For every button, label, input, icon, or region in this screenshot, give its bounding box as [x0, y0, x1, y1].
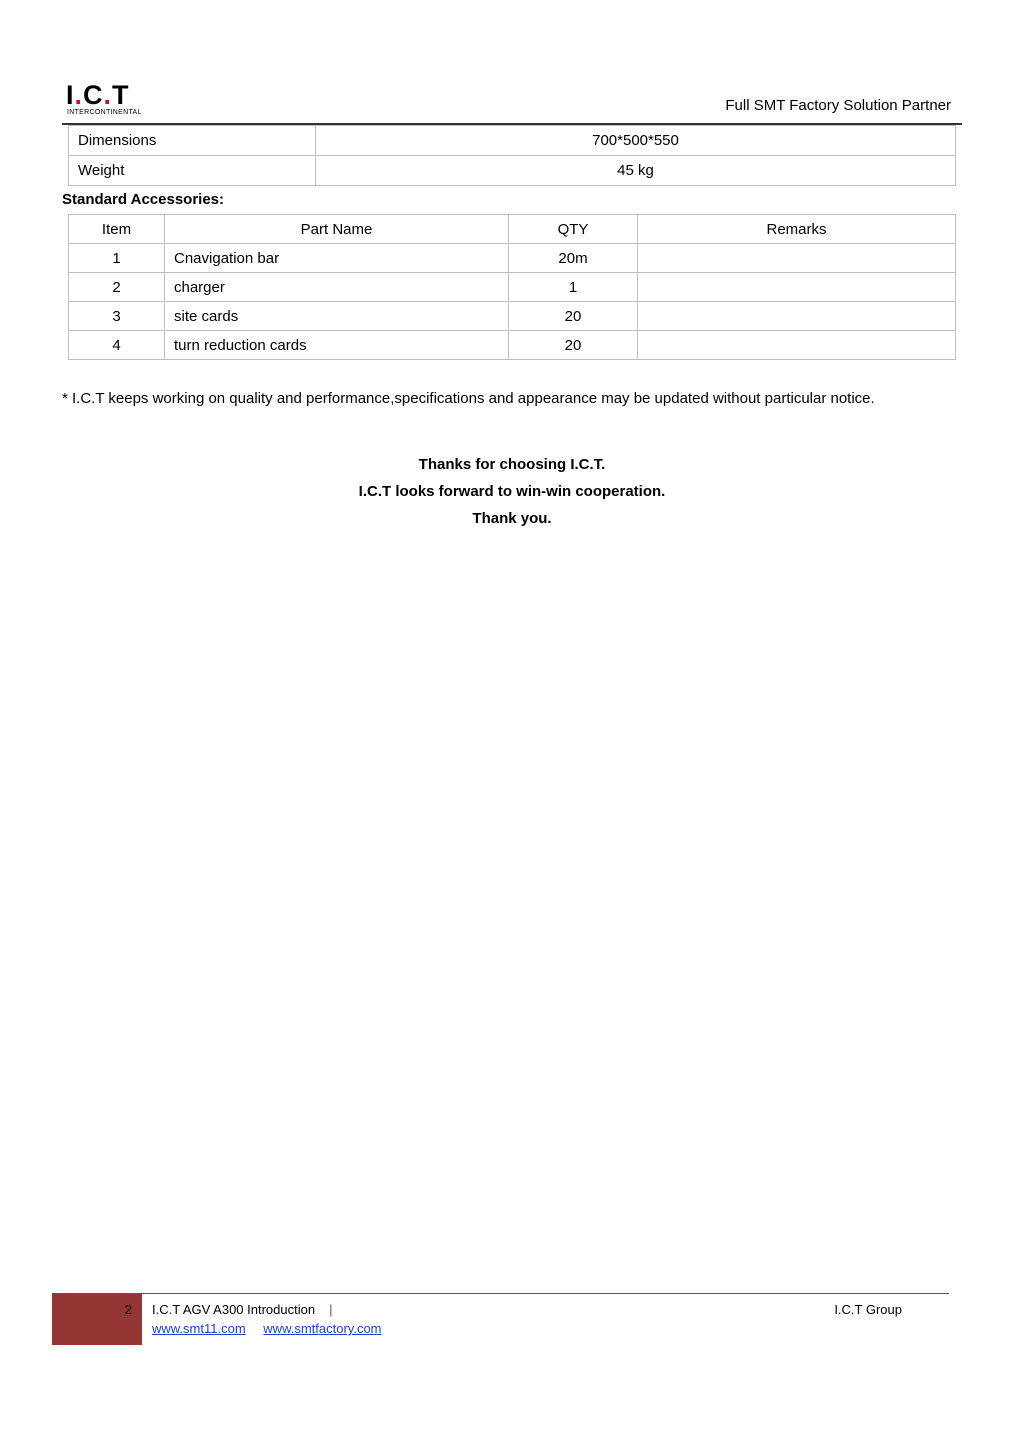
- cell-part-name: site cards: [165, 302, 509, 331]
- footer-title-text: I.C.T AGV A300 Introduction: [152, 1302, 316, 1317]
- table-header-row: [69, 215, 956, 244]
- company-logo: [66, 82, 146, 118]
- spec-value: 45 kg: [316, 156, 956, 186]
- cell-qty: 1: [509, 273, 638, 302]
- table-row: [69, 273, 956, 302]
- cell-qty: 20m: [509, 244, 638, 273]
- cell-remarks: [638, 273, 956, 302]
- cell-part-name: charger: [165, 273, 509, 302]
- column-header-part-name: Part Name: [165, 215, 509, 244]
- spec-label: Weight: [69, 156, 316, 186]
- cell-remarks: [638, 302, 956, 331]
- table-row: [69, 126, 956, 156]
- footer-links: [152, 1321, 396, 1336]
- spec-label: Dimensions: [69, 126, 316, 156]
- logo-wordmark: I.C.T: [66, 80, 130, 110]
- footer-separator: |: [329, 1302, 333, 1317]
- table-row: [69, 302, 956, 331]
- column-header-qty: QTY: [509, 215, 638, 244]
- footer-company: I.C.T Group: [834, 1302, 902, 1317]
- thanks-line: Thanks for choosing I.C.T.: [418, 456, 606, 473]
- thanks-block: [0, 451, 1024, 532]
- cell-qty: 20: [509, 302, 638, 331]
- update-notice: * I.C.T keeps working on quality and performance,specifications and appearance may be updated without particular notice.: [62, 390, 875, 407]
- cell-item: 3: [69, 302, 165, 331]
- footer-document-title: [152, 1302, 332, 1317]
- cell-part-name: turn reduction cards: [165, 331, 509, 360]
- header-tagline: Full SMT Factory Solution Partner: [725, 97, 951, 114]
- table-row: [69, 156, 956, 186]
- column-header-remarks: Remarks: [638, 215, 956, 244]
- accessories-table: [68, 214, 956, 360]
- spec-table: [68, 125, 956, 186]
- table-row: [69, 331, 956, 360]
- thanks-line: Thank you.: [472, 510, 552, 527]
- cell-item: 4: [69, 331, 165, 360]
- cell-item: 2: [69, 273, 165, 302]
- website-link-smtfactory[interactable]: www.smtfactory.com: [263, 1321, 382, 1336]
- footer-divider: [52, 1293, 949, 1294]
- cell-item: 1: [69, 244, 165, 273]
- column-header-item: Item: [69, 215, 165, 244]
- cell-part-name: Cnavigation bar: [165, 244, 509, 273]
- logo-subtitle: INTERCONTINENTAL: [67, 109, 142, 116]
- table-row: [69, 244, 956, 273]
- page-number: 2: [124, 1302, 132, 1317]
- cell-remarks: [638, 331, 956, 360]
- thanks-line: I.C.T looks forward to win-win cooperation.: [358, 483, 666, 500]
- accessories-heading: Standard Accessories:: [62, 191, 225, 208]
- spec-value: 700*500*550: [316, 126, 956, 156]
- cell-remarks: [638, 244, 956, 273]
- website-link-smt11[interactable]: www.smt11.com: [152, 1321, 246, 1336]
- cell-qty: 20: [509, 331, 638, 360]
